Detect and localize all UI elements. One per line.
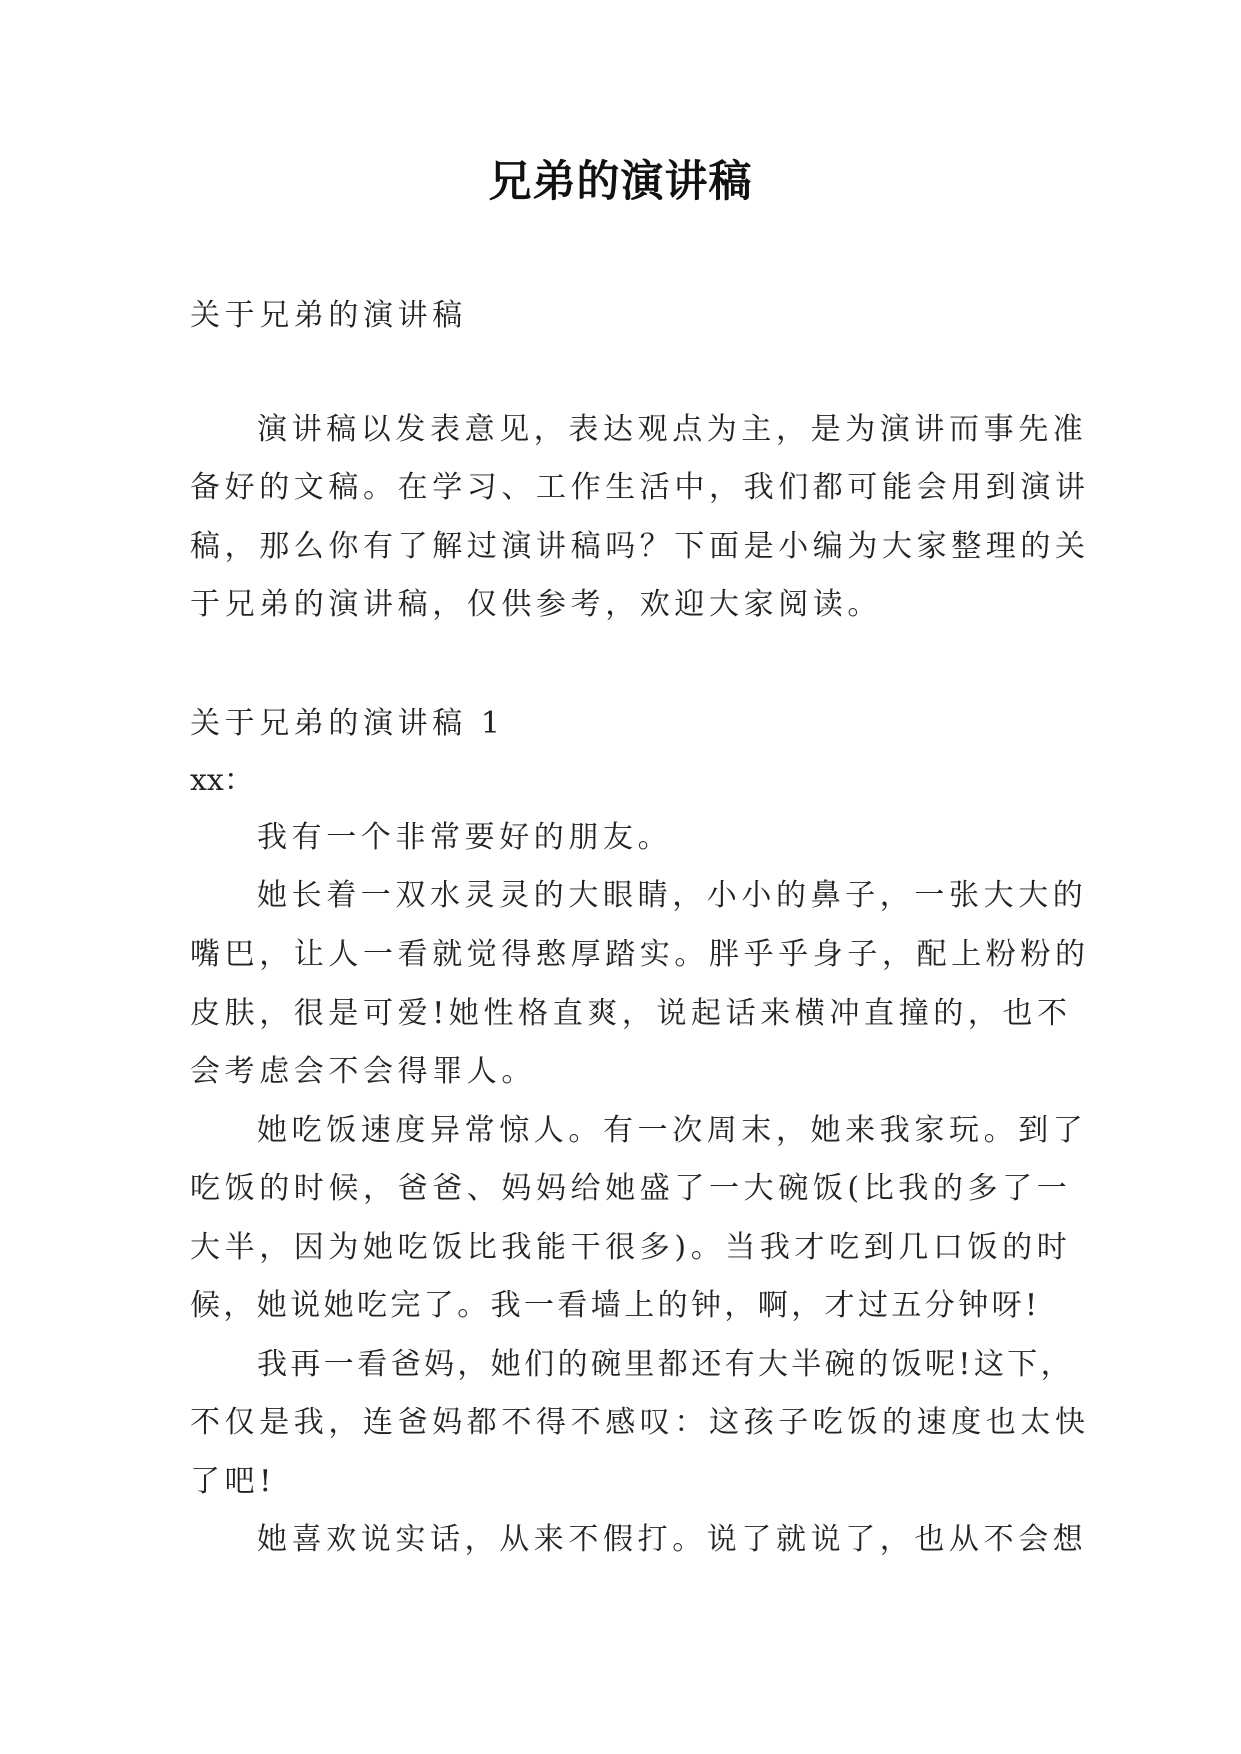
body-line: 我再一看爸妈，她们的碗里都还有大半碗的饭呢!这下， — [257, 1347, 1075, 1382]
body-line: 候，她说她吃完了。我一看墙上的钟，啊，才过五分钟呀! — [190, 1288, 1041, 1323]
intro-line: 演讲稿以发表意见，表达观点为主，是为演讲而事先准 — [257, 412, 1088, 447]
intro-line: 稿，那么你有了解过演讲稿吗？下面是小编为大家整理的关 — [190, 529, 1090, 564]
body-line: 嘴巴，让人一看就觉得憨厚踏实。胖乎乎身子，配上粉粉的 — [190, 937, 1090, 972]
intro-line: 备好的文稿。在学习、工作生活中，我们都可能会用到演讲 — [190, 470, 1090, 505]
body-line: 大半，因为她吃饭比我能干很多)。当我才吃到几口饭的时 — [190, 1230, 1072, 1265]
body-line: 吃饭的时候，爸爸、妈妈给她盛了一大碗饭(比我的多了一 — [190, 1171, 1072, 1206]
document-title: 兄弟的演讲稿 — [488, 157, 753, 207]
body-line: 她长着一双水灵灵的大眼睛，小小的鼻子，一张大大的 — [257, 878, 1088, 913]
body-line: 不仅是我，连爸妈都不得不感叹：这孩子吃饭的速度也太快 — [190, 1405, 1090, 1440]
body-line: 了吧! — [190, 1464, 276, 1499]
body-line: 她吃饭速度异常惊人。有一次周末，她来我家玩。到了 — [257, 1113, 1088, 1148]
body-line: 皮肤，很是可爱!她性格直爽，说起话来横冲直撞的，也不 — [190, 996, 1072, 1031]
body-line: 会考虑会不会得罪人。 — [190, 1054, 536, 1089]
salutation: xx： — [190, 763, 254, 798]
intro-line: 于兄弟的演讲稿，仅供参考，欢迎大家阅读。 — [190, 587, 882, 622]
subtitle: 关于兄弟的演讲稿 — [190, 298, 467, 333]
body-line: 她喜欢说实话，从来不假打。说了就说了，也从不会想 — [257, 1522, 1088, 1557]
section-heading: 关于兄弟的演讲稿 1 — [190, 706, 505, 741]
body-line: 我有一个非常要好的朋友。 — [257, 820, 673, 855]
